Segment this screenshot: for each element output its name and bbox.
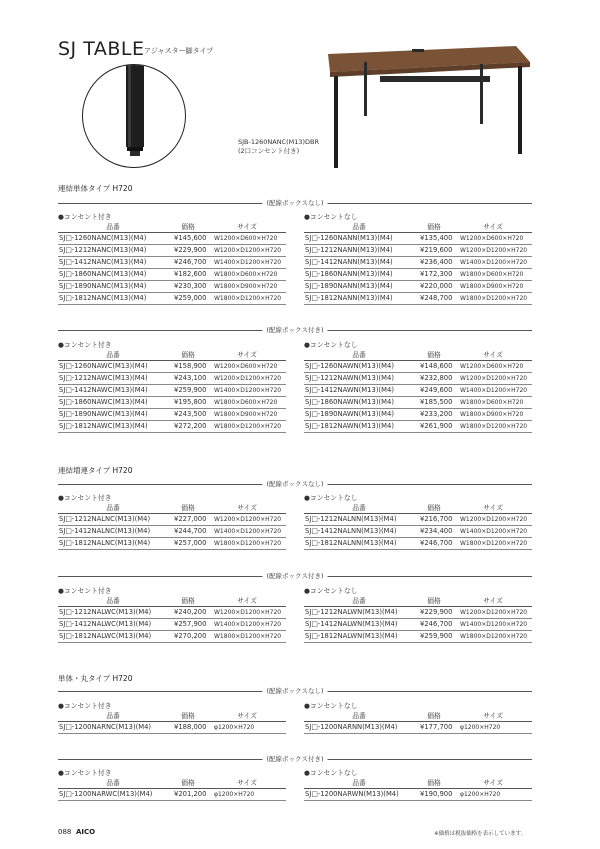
- size: W1800×D1200×H720: [460, 633, 528, 640]
- size: W1400×D1200×H720: [214, 259, 282, 266]
- table-row: [304, 619, 532, 631]
- price: ¥270,200: [174, 632, 207, 640]
- table-row: [304, 361, 532, 373]
- price: ¥230,300: [174, 282, 207, 290]
- photo-caption-note: (2口コンセント付き): [238, 147, 300, 155]
- price: ¥246,700: [420, 539, 453, 547]
- size: φ1200×H720: [460, 724, 501, 731]
- table-row: [304, 397, 532, 409]
- size: W1800×D1200×H720: [214, 423, 282, 430]
- table-row: [304, 789, 532, 801]
- product-code: SJ□-1890NAWC(M13)(M4): [59, 410, 148, 418]
- size: W1800×D1200×H720: [460, 423, 528, 430]
- price: ¥158,900: [174, 362, 207, 370]
- table-row: [304, 257, 532, 269]
- table-row: [58, 257, 286, 269]
- product-code: SJ□-1212NALWC(M13)(M4): [59, 608, 152, 616]
- size: W1200×D1200×H720: [460, 375, 528, 382]
- price: ¥272,200: [174, 422, 207, 430]
- band-no-box: [58, 198, 532, 208]
- product-code: SJ□-1260NAWN(M13)(M4): [305, 362, 394, 370]
- price: ¥257,000: [174, 539, 207, 547]
- size: W1800×D600×H720: [460, 271, 524, 278]
- product-code: SJ□-1890NAWN(M13)(M4): [305, 410, 394, 418]
- price-table-without-outlet: [304, 212, 532, 305]
- price-table-with-outlet: [58, 493, 286, 550]
- product-code: SJ□-1860NANN(M13)(M4): [305, 270, 393, 278]
- price: ¥216,700: [420, 515, 453, 523]
- product-code: SJ□-1412NALWN(M13)(M4): [305, 620, 398, 628]
- table-row: [304, 281, 532, 293]
- photo-caption-model: SJB-1260NANC(M13)DBR: [238, 138, 320, 146]
- product-code: SJ□-1260NANC(M13)(M4): [59, 234, 147, 242]
- product-code: SJ□-1412NALNC(M13)(M4): [59, 527, 151, 535]
- product-code: SJ□-1412NALWC(M13)(M4): [59, 620, 152, 628]
- size: W1400×D1200×H720: [214, 528, 282, 535]
- price: ¥219,600: [420, 246, 453, 254]
- price: ¥145,600: [174, 234, 207, 242]
- band-label: (配線ボックスなし): [262, 686, 327, 696]
- outlet-heading: ●コンセントなし: [304, 769, 358, 777]
- column-header: 品番 価格 サイズ: [58, 711, 286, 722]
- size: φ1200×H720: [214, 724, 255, 731]
- table-row: [58, 233, 286, 245]
- price-table-without-outlet: [304, 586, 532, 643]
- price: ¥172,300: [420, 270, 453, 278]
- price-table-without-outlet: [304, 493, 532, 550]
- column-header: 品番 価格 サイズ: [58, 350, 286, 361]
- product-code: SJ□-1412NALNN(M13)(M4): [305, 527, 397, 535]
- table-row: [58, 293, 286, 305]
- band-label: (配線ボックスなし): [262, 479, 327, 489]
- product-code: SJ□-1260NAWC(M13)(M4): [59, 362, 148, 370]
- column-header: 品番 価格 サイズ: [304, 778, 532, 789]
- outlet-heading: ●コンセント付き: [58, 341, 112, 349]
- product-code: SJ□-1812NAWC(M13)(M4): [59, 422, 148, 430]
- price-table-without-outlet: [304, 340, 532, 433]
- size: W1800×D900×H720: [460, 283, 524, 290]
- band-label: (配線ボックスなし): [262, 198, 327, 208]
- table-row: [58, 607, 286, 619]
- column-header: 品番 価格 サイズ: [58, 596, 286, 607]
- band-with-box: [58, 325, 532, 335]
- page-title: SJ TABLE: [58, 38, 145, 60]
- size: φ1200×H720: [460, 791, 501, 798]
- column-header: 品番 価格 サイズ: [304, 350, 532, 361]
- price-table-without-outlet: [304, 701, 532, 734]
- band-no-box: [58, 686, 532, 696]
- leg-detail-illustration: [82, 64, 186, 168]
- size: W1800×D900×H720: [214, 283, 278, 290]
- size: W1200×D600×H720: [460, 363, 524, 370]
- adjuster-leg-icon: [83, 65, 186, 168]
- size: W1200×D1200×H720: [214, 247, 282, 254]
- product-code: SJ□-1860NANC(M13)(M4): [59, 270, 147, 278]
- band-with-box: [58, 571, 532, 581]
- product-code: SJ□-1212NANC(M13)(M4): [59, 246, 147, 254]
- outlet-heading: ●コンセント付き: [58, 702, 112, 710]
- size: W1800×D1200×H720: [214, 540, 282, 547]
- size: W1800×D1200×H720: [214, 295, 282, 302]
- product-code: SJ□-1212NALNN(M13)(M4): [305, 515, 397, 523]
- size: W1800×D600×H720: [214, 271, 278, 278]
- price: ¥227,000: [174, 515, 207, 523]
- price-table-with-outlet: [58, 768, 286, 801]
- table-row: [304, 385, 532, 397]
- outlet-heading: ●コンセント付き: [58, 494, 112, 502]
- product-code: SJ□-1812NALWN(M13)(M4): [305, 632, 398, 640]
- table-row: [304, 233, 532, 245]
- price: ¥233,200: [420, 410, 453, 418]
- outlet-heading: ●コンセント付き: [58, 213, 112, 221]
- price: ¥148,600: [420, 362, 453, 370]
- product-code: SJ□-1200NARNN(M13)(M4): [305, 723, 398, 731]
- product-code: SJ□-1812NALNC(M13)(M4): [59, 539, 151, 547]
- price-table-with-outlet: [58, 340, 286, 433]
- size: W1200×D1200×H720: [214, 516, 282, 523]
- size: W1200×D1200×H720: [460, 609, 528, 616]
- table-row: [58, 514, 286, 526]
- size: W1200×D1200×H720: [214, 609, 282, 616]
- price: ¥243,500: [174, 410, 207, 418]
- product-code: SJ□-1212NAWN(M13)(M4): [305, 374, 394, 382]
- table-row: [58, 631, 286, 643]
- size: W1200×D1200×H720: [460, 516, 528, 523]
- size: W1800×D1200×H720: [460, 295, 528, 302]
- table-row: [304, 245, 532, 257]
- price: ¥249,600: [420, 386, 453, 394]
- product-code: SJ□-1212NALNC(M13)(M4): [59, 515, 151, 523]
- price: ¥188,000: [174, 723, 207, 731]
- band-label: (配線ボックス付き): [262, 754, 327, 764]
- price: ¥236,400: [420, 258, 453, 266]
- size: W1200×D600×H720: [214, 363, 278, 370]
- price-table-with-outlet: [58, 586, 286, 643]
- price: ¥234,400: [420, 527, 453, 535]
- outlet-heading: ●コンセントなし: [304, 494, 358, 502]
- outlet-heading: ●コンセント付き: [58, 769, 112, 777]
- table-row: [58, 373, 286, 385]
- product-code: SJ□-1412NAWN(M13)(M4): [305, 386, 394, 394]
- size: W1800×D600×H720: [460, 399, 524, 406]
- table-row: [304, 631, 532, 643]
- price: ¥185,500: [420, 398, 453, 406]
- table-row: [58, 526, 286, 538]
- table-row: [304, 607, 532, 619]
- price: ¥248,700: [420, 294, 453, 302]
- price: ¥190,900: [420, 790, 453, 798]
- price: ¥135,400: [420, 234, 453, 242]
- price: ¥177,700: [420, 723, 453, 731]
- table-row: [58, 397, 286, 409]
- product-code: SJ□-1212NANN(M13)(M4): [305, 246, 393, 254]
- size: W1200×D600×H720: [214, 235, 278, 242]
- product-code: SJ□-1812NANC(M13)(M4): [59, 294, 147, 302]
- price: ¥257,900: [174, 620, 207, 628]
- table-row: [58, 409, 286, 421]
- size: W1200×D600×H720: [460, 235, 524, 242]
- band-with-box: [58, 754, 532, 764]
- size: W1400×D1200×H720: [460, 259, 528, 266]
- price: ¥246,700: [420, 620, 453, 628]
- price: ¥195,800: [174, 398, 207, 406]
- table-row: [304, 269, 532, 281]
- brand-name: AICO: [76, 828, 96, 836]
- photo-caption: [238, 138, 319, 156]
- table-row: [304, 409, 532, 421]
- size: W1800×D900×H720: [214, 411, 278, 418]
- table-row: [304, 373, 532, 385]
- outlet-heading: ●コンセントなし: [304, 702, 358, 710]
- table-row: [58, 421, 286, 433]
- product-code: SJ□-1200NARWN(M13)(M4): [305, 790, 399, 798]
- table-row: [58, 385, 286, 397]
- price: ¥246,700: [174, 258, 207, 266]
- band-label: (配線ボックス付き): [262, 571, 327, 581]
- band-no-box: [58, 479, 532, 489]
- product-code: SJ□-1860NAWN(M13)(M4): [305, 398, 394, 406]
- size: W1400×D1200×H720: [214, 387, 282, 394]
- column-header: 品番 価格 サイズ: [58, 503, 286, 514]
- product-code: SJ□-1212NALWN(M13)(M4): [305, 608, 398, 616]
- product-code: SJ□-1890NANN(M13)(M4): [305, 282, 393, 290]
- price: ¥259,900: [174, 386, 207, 394]
- product-code: SJ□-1200NARWC(M13)(M4): [59, 790, 153, 798]
- outlet-heading: ●コンセントなし: [304, 341, 358, 349]
- size: W1400×D1200×H720: [214, 621, 282, 628]
- size: W1800×D1200×H720: [214, 633, 282, 640]
- table-row: [58, 269, 286, 281]
- product-code: SJ□-1412NANC(M13)(M4): [59, 258, 147, 266]
- size: φ1200×H720: [214, 791, 255, 798]
- table-row: [58, 361, 286, 373]
- size: W1800×D900×H720: [460, 411, 524, 418]
- section-title: 単体・丸タイプ H720: [58, 674, 133, 683]
- size: W1800×D1200×H720: [460, 540, 528, 547]
- product-code: SJ□-1412NAWC(M13)(M4): [59, 386, 148, 394]
- size: W1400×D1200×H720: [460, 621, 528, 628]
- price-table-without-outlet: [304, 768, 532, 801]
- price: ¥259,000: [174, 294, 207, 302]
- size: W1200×D1200×H720: [460, 247, 528, 254]
- table-row: [58, 722, 286, 734]
- price: ¥243,100: [174, 374, 207, 382]
- price: ¥240,200: [174, 608, 207, 616]
- product-code: SJ□-1860NAWC(M13)(M4): [59, 398, 148, 406]
- price: ¥182,600: [174, 270, 207, 278]
- size: W1200×D1200×H720: [214, 375, 282, 382]
- table-row: [58, 538, 286, 550]
- size: W1400×D1200×H720: [460, 387, 528, 394]
- table-row: [304, 514, 532, 526]
- product-code: SJ□-1812NANN(M13)(M4): [305, 294, 393, 302]
- band-label: (配線ボックス付き): [262, 325, 327, 335]
- product-code: SJ□-1812NALWC(M13)(M4): [59, 632, 152, 640]
- outlet-heading: ●コンセントなし: [304, 587, 358, 595]
- product-code: SJ□-1200NARNC(M13)(M4): [59, 723, 152, 731]
- table-row: [304, 293, 532, 305]
- column-header: 品番 価格 サイズ: [304, 222, 532, 233]
- column-header: 品番 価格 サイズ: [58, 222, 286, 233]
- column-header: 品番 価格 サイズ: [304, 596, 532, 607]
- product-code: SJ□-1812NAWN(M13)(M4): [305, 422, 394, 430]
- price: ¥229,900: [420, 608, 453, 616]
- outlet-heading: ●コンセントなし: [304, 213, 358, 221]
- price: ¥232,800: [420, 374, 453, 382]
- page-subtitle: アジャスター脚タイプ: [144, 47, 214, 55]
- section-title: 連結単体タイプ H720: [58, 184, 133, 193]
- price: ¥261,900: [420, 422, 453, 430]
- table-row: [304, 421, 532, 433]
- product-code: SJ□-1890NANC(M13)(M4): [59, 282, 147, 290]
- table-row: [58, 619, 286, 631]
- tax-footnote: ※価格は税抜価格を表示しています。: [434, 831, 527, 837]
- price: ¥259,900: [420, 632, 453, 640]
- product-code: SJ□-1412NANN(M13)(M4): [305, 258, 393, 266]
- table-row: [58, 789, 286, 801]
- column-header: 品番 価格 サイズ: [304, 711, 532, 722]
- section-title: 連結増連タイプ H720: [58, 466, 133, 475]
- table-product-photo: [320, 42, 532, 174]
- product-code: SJ□-1260NANN(M13)(M4): [305, 234, 393, 242]
- table-row: [58, 281, 286, 293]
- product-code: SJ□-1812NALNN(M13)(M4): [305, 539, 397, 547]
- table-row: [58, 245, 286, 257]
- column-header: 品番 価格 サイズ: [304, 503, 532, 514]
- size: W1800×D600×H720: [214, 399, 278, 406]
- price: ¥229,900: [174, 246, 207, 254]
- column-header: 品番 価格 サイズ: [58, 778, 286, 789]
- price: ¥244,700: [174, 527, 207, 535]
- table-row: [304, 538, 532, 550]
- size: W1400×D1200×H720: [460, 528, 528, 535]
- price-table-with-outlet: [58, 701, 286, 734]
- price-table-with-outlet: [58, 212, 286, 305]
- page-number: 088: [58, 828, 72, 836]
- price: ¥220,000: [420, 282, 453, 290]
- table-row: [304, 722, 532, 734]
- price: ¥201,200: [174, 790, 207, 798]
- table-row: [304, 526, 532, 538]
- product-code: SJ□-1212NAWC(M13)(M4): [59, 374, 148, 382]
- outlet-heading: ●コンセント付き: [58, 587, 112, 595]
